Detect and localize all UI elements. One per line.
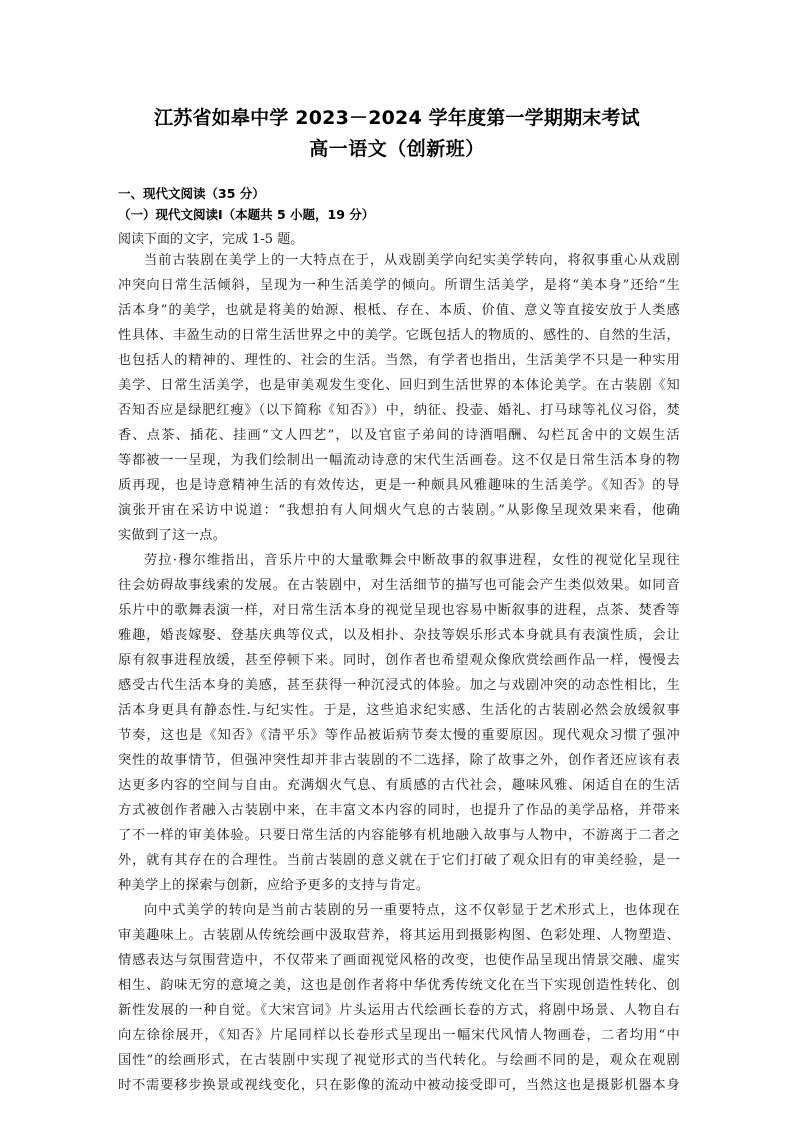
passage-line: 雅趣，婚丧嫁娶、登基庆典等仪式，以及相扑、杂技等娱乐形式本身就具有表演性质，会让: [118, 628, 680, 643]
passage-line: 劳拉·穆尔维指出，音乐片中的大量歌舞会中断故事的叙事进程，女性的视觉化呈现往: [144, 553, 680, 568]
passage-line: 节奏，这也是《知否》《清平乐》等作品被诟病节奏太慢的重要原因。现代观众习惯了强冲: [118, 728, 680, 743]
passage-line: 向中式美学的转向是当前古装剧的另一重要特点，这不仅彰显于艺术形式上，也体现在: [144, 903, 680, 918]
section-heading: 一、现代文阅读（35 分）: [118, 186, 265, 201]
passage-line: 性具体、丰盈生动的日常生活世界之中的美学。它既包括人的物质的、感性的、自然的生活，: [118, 328, 680, 343]
passage-line: 达更多内容的空间与自由。充满烟火气息、有质感的古代社会，趣味风雅、闲适自在的生活: [118, 778, 680, 793]
passage-line: 也包括人的精神的、理性的、社会的生活。当然，有学者也指出，生活美学不只是一种实用: [118, 353, 680, 368]
passage-line: 情感表达与氛围营造中，不仅带来了画面视觉风格的改变，也使作品呈现出情景交融、虚实: [118, 953, 680, 968]
passage-line: 美学、日常生活美学，也是审美观发生变化、回归到生活世界的本体论美学。在古装剧《知: [118, 378, 680, 393]
passage-line: 原有叙事进程放缓，甚至停顿下来。同时，创作者也希望观众像欣赏绘画作品一样，慢慢去: [118, 653, 680, 668]
passage-line: 相生、韵味无穷的意境之美，这也是创作者将中华优秀传统文化在当下实现创造性转化、创: [118, 978, 680, 993]
passage-line: 国性”的绘画形式，在古装剧中实现了视觉形式的当代转化。与绘画不同的是，观众在观剧: [118, 1053, 680, 1068]
passage-line: 演张开宙在采访中说道：“我想拍有人间烟火气息的古装剧。”从影像呈现效果来看，他确: [118, 503, 680, 518]
passage-line: 等都被一一呈现，为我们绘制出一幅流动诗意的宋代生活画卷。这不仅是日常生活本身的物: [118, 453, 680, 468]
passage-line: 香、点茶、插花、挂画“文人四艺”，以及官宦子弟间的诗酒唱酬、勾栏瓦舍中的文娱生活: [118, 428, 680, 443]
passage-line: 质再现，也是诗意精神生活的有效传达，更是一种颇具风雅趣味的生活美学。《知否》的导: [118, 478, 680, 493]
passage-line: 否知否应是绿肥红瘦》（以下简称《知否》）中，纳征、投壶、婚礼、打马球等礼仪习俗，焚: [118, 403, 680, 418]
passage-line: 活本身”的美学，也就是将美的始源、根柢、存在、本质、价值、意义等直接安放于人类感: [118, 303, 680, 318]
passage-line: 审美趣味上。古装剧从传统绘画中汲取营养，将其运用到摄影构图、色彩处理、人物塑造、: [118, 928, 680, 943]
passage-line: 乐片中的歌舞表演一样，对日常生活本身的视觉呈现也容易中断叙事的进程，点茶、焚香等: [118, 603, 680, 618]
subsection-heading: （一）现代文阅读Ⅰ（本题共 5 小题，19 分）: [118, 207, 375, 222]
passage-line: 了不一样的审美体验。只要日常生活的内容能够有机地融入故事与人物中，不游离于二者之: [118, 828, 680, 843]
passage-line: 新性发展的一种自觉。《大宋宫词》片头运用古代绘画长卷的方式，将剧中场景、人物自右: [118, 1003, 680, 1018]
passage-line: 感受古代生活本身的美感，甚至获得一种沉浸式的体验。加之与戏剧冲突的动态性相比，生: [118, 678, 680, 693]
passage-line: 突性的故事情节，但强冲突性却并非古装剧的不二选择，除了故事之外，创作者还应该有表: [118, 753, 680, 768]
exam-subtitle: 高一语文（创新班）: [309, 138, 485, 160]
passage-line: 冲突向日常生活倾斜，呈现为一种生活美学的倾向。所谓生活美学，是将“美本身”还给“生: [118, 278, 680, 293]
passage-line: 种美学上的探索与创新，应给予更多的支持与肯定。: [118, 878, 430, 893]
passage-line: 往会妨碍故事线索的发展。在古装剧中，对生活细节的描写也可能会产生类似效果。如同音: [118, 578, 680, 593]
passage-line: 实做到了这一点。: [118, 528, 227, 543]
passage-line: 活本身更具有静态性.与纪实性。于是，这些追求纪实感、生活化的古装剧必然会放缓叙事: [118, 703, 680, 718]
passage-line: 方式被创作者融入古装剧中来，在丰富文本内容的同时，也提升了作品的美学品格，并带来: [118, 803, 680, 818]
passage-body: [118, 248, 680, 1098]
reading-instruction: 阅读下面的文字，完成 1-5 题。: [118, 232, 304, 247]
exam-title: 江苏省如皋中学 2023－2024 学年度第一学期期末考试: [154, 107, 640, 129]
passage-line: 向左徐徐展开，《知否》片尾同样以长卷形式呈现出一幅宋代风情人物画卷，二者均用“中: [118, 1028, 680, 1043]
passage-line: 外，就有其存在的合理性。当前古装剧的意义就在于它们打破了观众旧有的审美经验，是一: [118, 853, 680, 868]
passage-line: 时不需要移步换景或视线变化，只在影像的流动中被动接受即可，当然这也是摄影机器本身: [118, 1078, 680, 1093]
passage-line: 当前古装剧在美学上的一大特点在于，从戏剧美学向纪实美学转向，将叙事重心从戏剧: [144, 253, 680, 268]
